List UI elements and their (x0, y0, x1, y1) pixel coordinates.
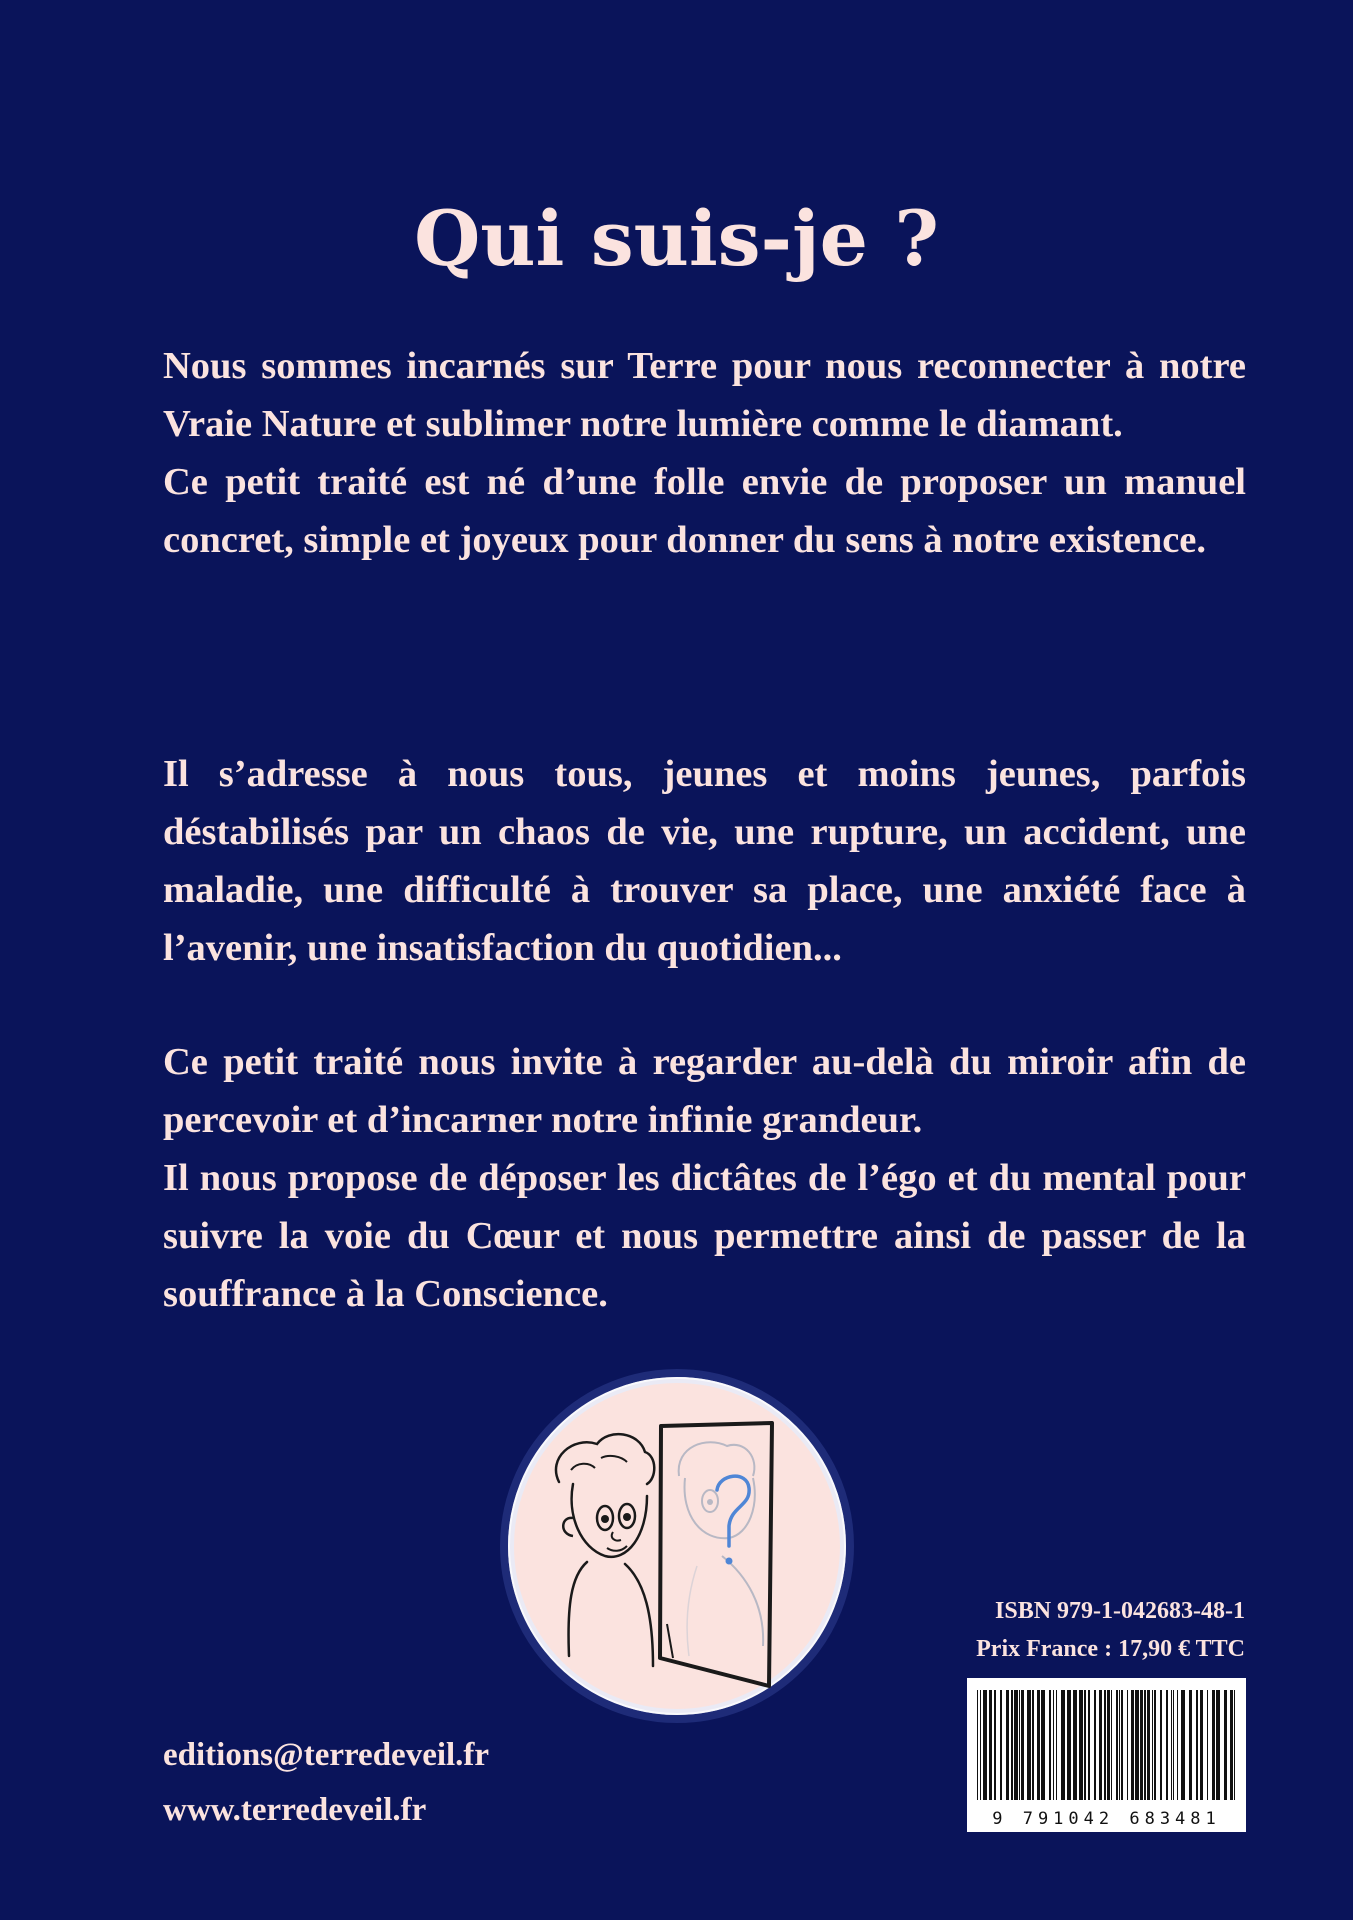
isbn-number: ISBN 979-1-042683-48-1 (995, 1598, 1245, 1624)
barcode-digits: 9 791042 683481 (992, 1809, 1221, 1829)
barcode-bar (1177, 1690, 1178, 1800)
barcode-bar (1135, 1690, 1139, 1800)
barcode-bar (1166, 1690, 1168, 1800)
barcode-bar (1216, 1690, 1220, 1800)
barcode-bar (1104, 1690, 1106, 1800)
barcode-bar (1053, 1690, 1054, 1800)
barcode-bar (1173, 1690, 1174, 1800)
barcode-bar (1224, 1690, 1227, 1800)
paragraph-purpose: Ce petit traité est né d’une folle envie de proposer un manuel concret, simple et joyeux pour donner du sens à notre existence. (163, 461, 1246, 561)
barcode-bar (1067, 1690, 1071, 1800)
barcode-bar (1147, 1690, 1150, 1800)
publication-info (976, 1592, 1245, 1668)
barcode-bar (1131, 1690, 1134, 1800)
intro-section (163, 337, 1246, 569)
paragraph-audience: Il s’adresse à nous tous, jeunes et moins jeunes, parfois déstabilisés par un chaos de vie, une rupture, un accident, une maladie, une difficulté à trouver sa place, une anxiété face à l’avenir, une insatisfaction du quotidien... (163, 753, 1246, 969)
barcode-bar (1212, 1690, 1215, 1800)
barcode (967, 1678, 1246, 1832)
barcode-bar (1200, 1690, 1203, 1800)
price-label: Prix France : 17,90 € TTC (976, 1636, 1245, 1662)
barcode-bar (1189, 1690, 1192, 1800)
barcode-bar (1041, 1690, 1045, 1800)
barcode-bar (1079, 1690, 1083, 1800)
barcode-bar (1037, 1690, 1040, 1800)
barcode-bar (994, 1690, 996, 1800)
barcode-bar (989, 1690, 992, 1800)
barcode-bars (977, 1690, 1235, 1800)
barcode-bar (1196, 1690, 1198, 1800)
barcode-bar (1119, 1690, 1120, 1800)
barcode-bar (1234, 1690, 1235, 1800)
barcode-bar (980, 1690, 981, 1800)
barcode-bar (1230, 1690, 1233, 1800)
barcode-bar (1154, 1690, 1156, 1800)
contact-email[interactable]: editions@terredeveil.fr (163, 1737, 490, 1773)
paragraph-invitation: Ce petit traité nous invite à regarder au-delà du miroir afin de percevoir et d’incarner notre infinie grandeur. (163, 1041, 1246, 1141)
barcode-bar (1073, 1690, 1077, 1800)
barcode-bar (1049, 1690, 1051, 1800)
barcode-bar (1099, 1690, 1102, 1800)
barcode-bar (1011, 1690, 1013, 1800)
barcode-bar (1171, 1690, 1172, 1800)
book-title: Qui suis-je ? (414, 193, 939, 283)
barcode-bar (1144, 1690, 1146, 1800)
barcode-bar (1027, 1690, 1031, 1800)
barcode-bar (1207, 1690, 1208, 1800)
barcode-bar (1116, 1690, 1118, 1800)
barcode-bar (1127, 1690, 1128, 1800)
person-looking-in-mirror-icon (497, 1366, 857, 1726)
barcode-bar (1032, 1690, 1034, 1800)
barcode-bar (1061, 1690, 1065, 1800)
paragraph-proposal: Il nous propose de déposer les dictâtes de l’égo et du mental pour suivre la voie du Cœur et nous permettre ainsi de passer de la souffrance à la Conscience. (163, 1157, 1246, 1315)
barcode-bar (1181, 1690, 1185, 1800)
barcode-bar (1056, 1690, 1057, 1800)
barcode-bar (1107, 1690, 1110, 1800)
barcode-bar (1160, 1690, 1162, 1800)
barcode-bar (977, 1690, 978, 1800)
barcode-bar (1019, 1690, 1020, 1800)
barcode-bar (1021, 1690, 1024, 1800)
barcode-bar (1000, 1690, 1002, 1800)
audience-section (163, 745, 1246, 977)
paragraph-intro: Nous sommes incarnés sur Terre pour nous reconnecter à notre Vraie Nature et sublimer notre lumière comme le diamant. (163, 345, 1246, 445)
barcode-bar (1140, 1690, 1143, 1800)
barcode-bar (1088, 1690, 1090, 1800)
barcode-bar (983, 1690, 987, 1800)
barcode-bar (1152, 1690, 1153, 1800)
contact-website[interactable]: www.terredeveil.fr (163, 1792, 427, 1828)
barcode-bar (1111, 1690, 1112, 1800)
barcode-bar (1014, 1690, 1018, 1800)
invitation-section (163, 1033, 1246, 1323)
barcode-bar (1121, 1690, 1123, 1800)
barcode-bar (1094, 1690, 1096, 1800)
contact-info (163, 1728, 489, 1838)
barcode-bar (1006, 1690, 1009, 1800)
barcode-bar (1084, 1690, 1086, 1800)
